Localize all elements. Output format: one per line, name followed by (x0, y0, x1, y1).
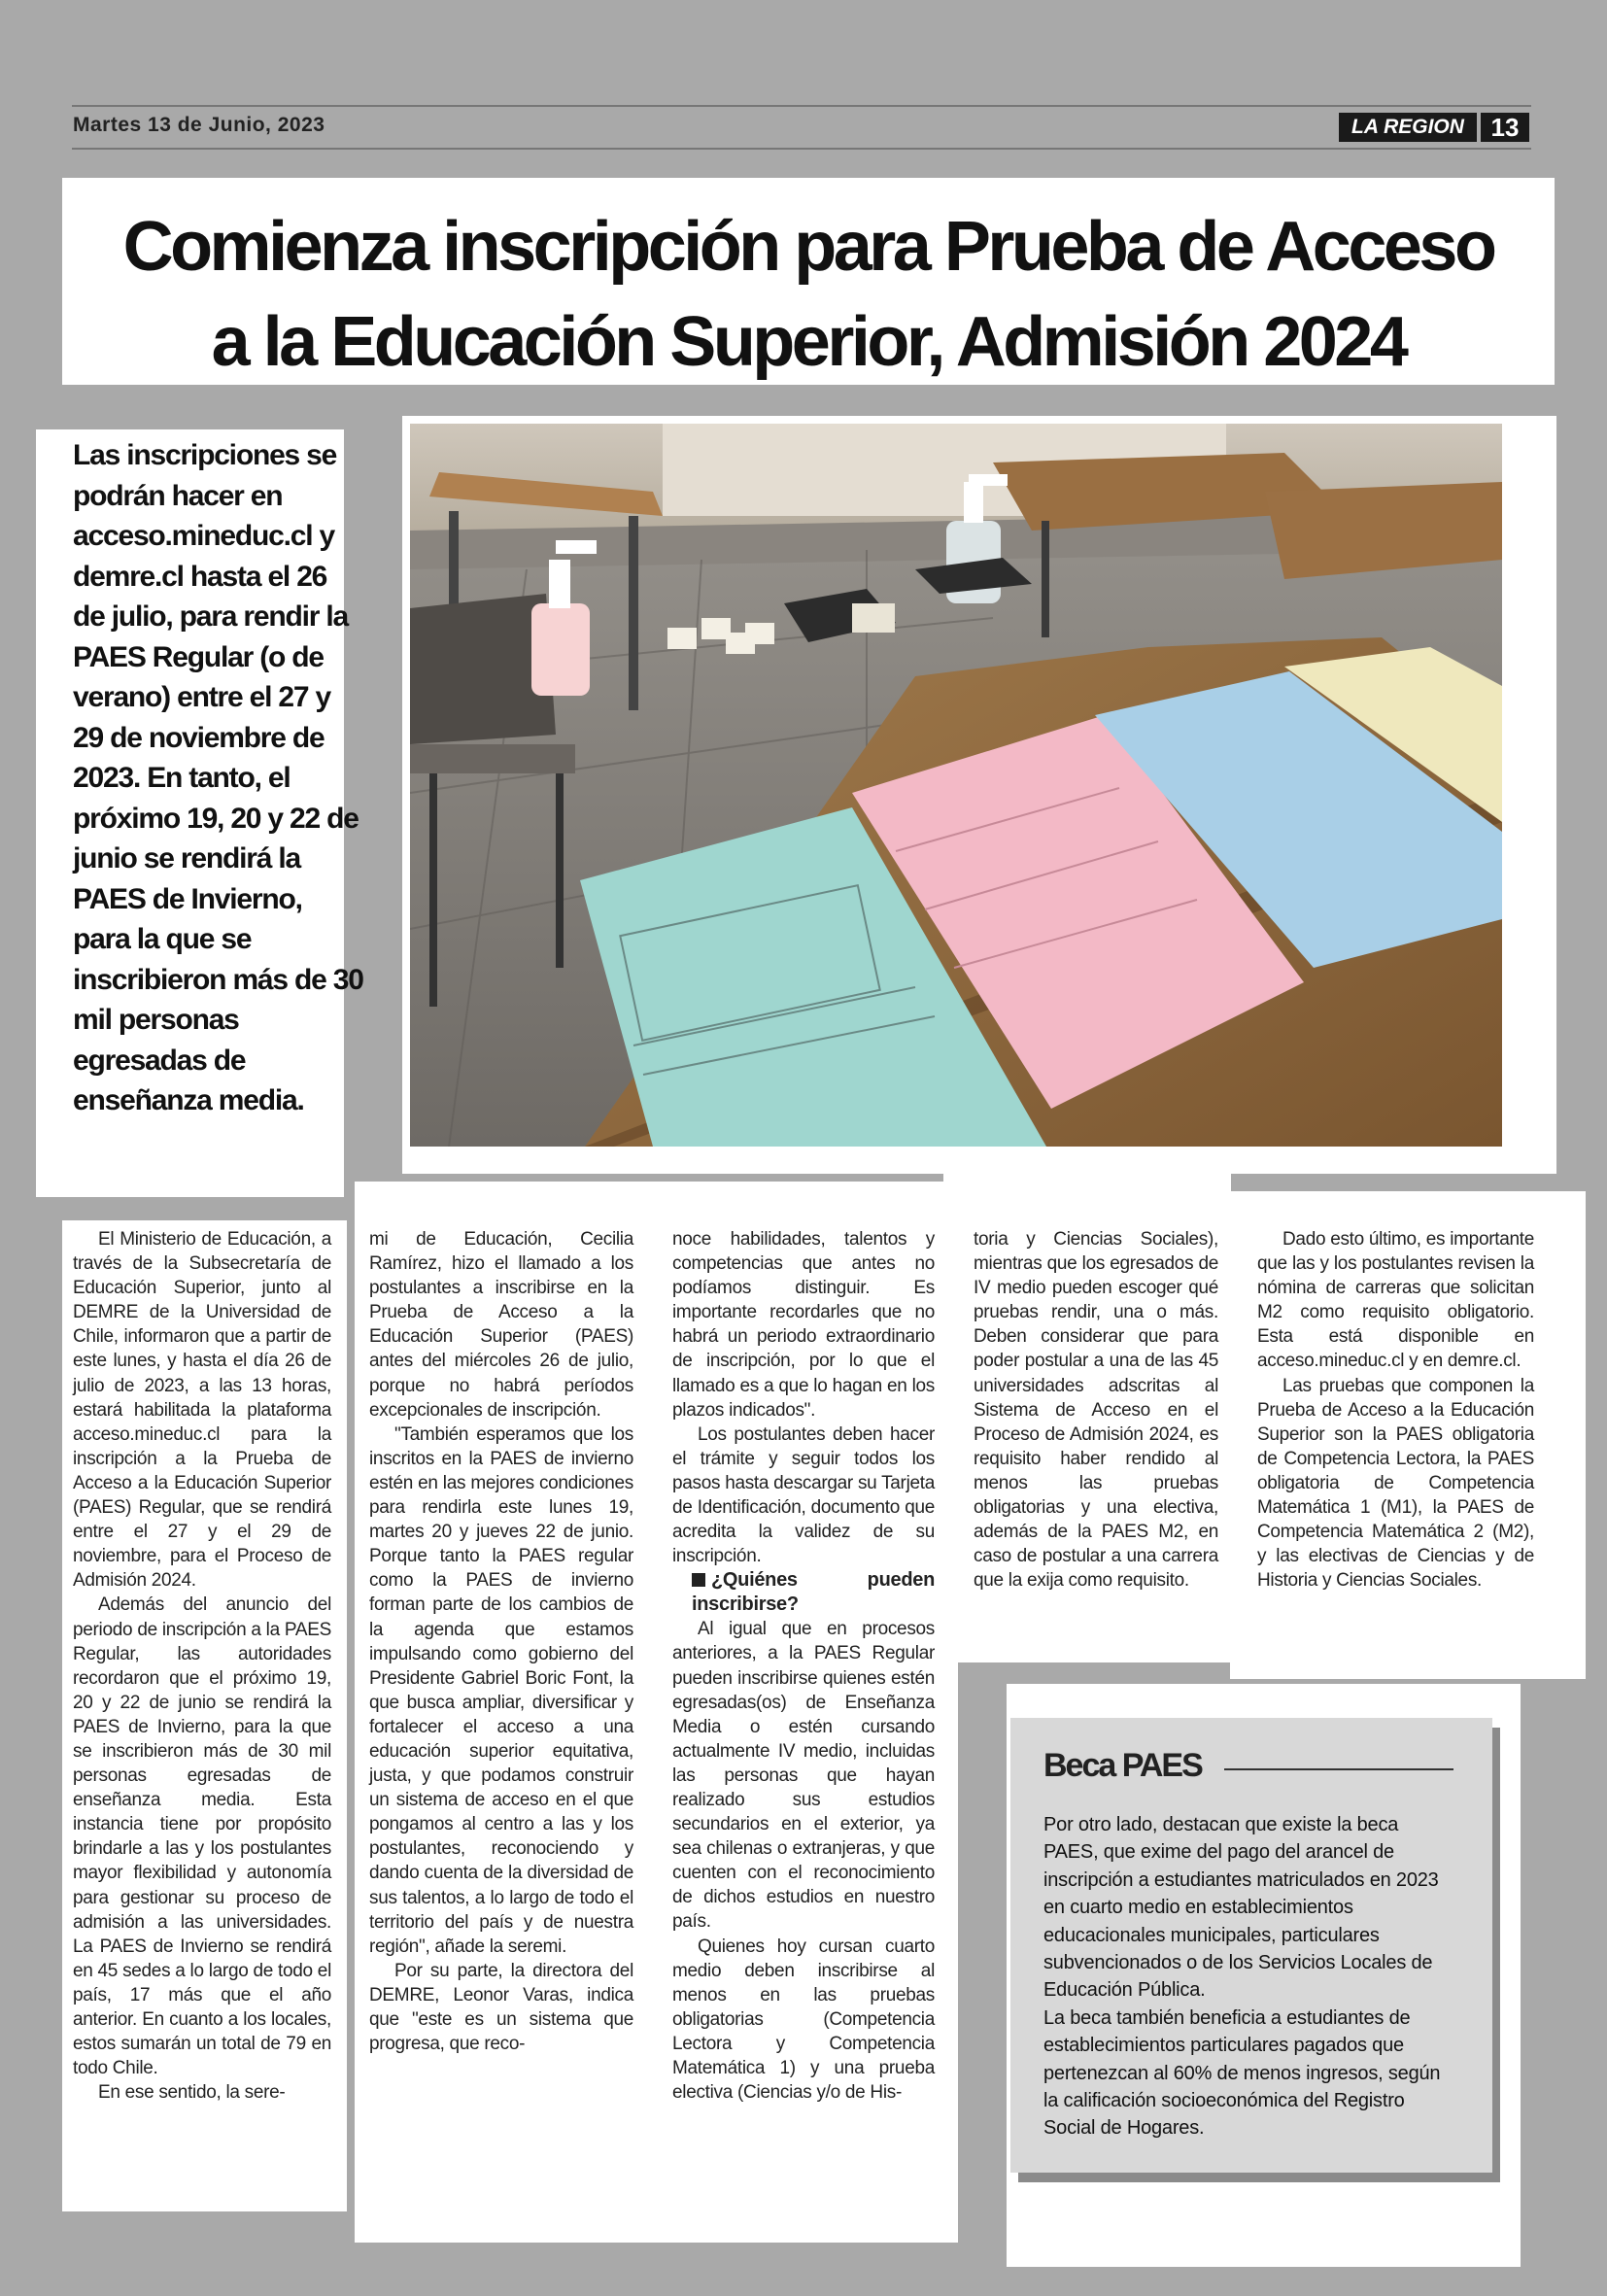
article-paragraph: Por su parte, la directora del DEMRE, Leonor Varas, indica que "este es un sistema que progresa, que reco- (369, 1960, 633, 2055)
article-paragraph: toria y Ciencias Sociales), mientras que los egresados de IV medio pueden escoger qué pruebas rendir, una o más. Deben considerar que para poder postular a una de las 45 universidades adscritas al Sistema de Acceso en el Proceso de Admisión 2024, es requisito haber rendido al menos las pruebas obligatorias y una electiva, además de la PAES M2, en caso de postular a una carrera que la exija como requisito. (974, 1229, 1218, 1592)
article-paragraph: Dado esto último, es importante que las y los postulantes revisen la nómina de carreras que solicitan M2 como requisito obligatorio. Esta está disponible en acceso.mineduc.cl y en demre.cl. (1257, 1229, 1534, 1372)
article-paragraph: Al igual que en procesos anteriores, a la PAES Regular pueden inscribirse quienes estén egresadas(os) de Enseñanza Media o estén cursando actualmente IV medio, incluidas las personas que hayan realizado sus estudios secundarios en el exterior, ya sea chilenas o extranjeras, y que cuenten con el reconocimiento de dichos estudios en nuestro país. (672, 1619, 935, 1933)
article-paragraph: En ese sentido, la sere- (98, 2082, 286, 2104)
article-paragraph: noce habilidades, talentos y competencias que antes no podíamos distinguir. Es importante recordarles que no habrá un periodo extraordinario de inscripción, por lo que el llamado es a que lo hagan en los plazos indicados". (672, 1229, 935, 1421)
beca-paragraph: Por otro lado, destacan que existe la beca PAES, que exime del pago del arancel de inscripción a estudiantes matriculados en 2023 en cuarto medio en establecimientos educacionales municipales, particulares subvencionados o de los Servicios Locales de Educación Pública. (1043, 1814, 1439, 2002)
photo-frame (402, 416, 1556, 1174)
article-column-1 (73, 1227, 331, 2105)
subheading (692, 1568, 935, 1617)
headline-line-2: a la Educación Superior, Admisión 2024 (211, 303, 1406, 381)
article-paragraph: Además del anuncio del periodo de inscripción a la PAES Regular, las autoridades recordaron que el próximo 19, 20 y 22 de junio se rendirá la PAES de Invierno, para la que se inscribieron más de 30 mil personas egresadas de enseñanza media. Esta instancia tiene por propósito brindarle a las y los postulantes mayor flexibilidad y autonomía para gestionar su proceso de admisión a las universidades. La PAES de Invierno se rendirá en 45 sedes a lo largo de todo el país, 17 más que el año anterior. En cuanto a los locales, estos sumarán un total de 79 en todo Chile. (73, 1594, 331, 2079)
article-paragraph: "También esperamos que los inscritos en la PAES de invierno estén en las mejores condiciones para rendirla este lunes 19, martes 20 y jueves 22 de junio. Porque tanto la PAES regular como la PAES de invierno forman parte de los cambios de la agenda que estamos impulsando como gobierno del Presidente Gabriel Boric Font, la que busca ampliar, diversificar y fortalecer el acceso a una educación superior equitativa, justa, y que podamos construir un sistema de acceso en el que pongamos al centro a las y los postulantes, reconociendo y dando cuenta de la diversidad de sus talentos, a lo largo de todo el territorio del país y de nuestra región", añade la seremi. (369, 1423, 633, 1957)
article-column-3 (672, 1227, 935, 2105)
subheading-text: ¿Quiénes pueden inscribirse? (692, 1569, 935, 1616)
article-paragraph: Quienes hoy cursan cuarto medio deben inscribirse al menos en las pruebas obligatorias (Competencia Lectora y Competencia Matemática 1) y una prueba electiva (Ciencias y/o de His- (672, 1936, 935, 2104)
beca-title-rule (1224, 1768, 1453, 1770)
beca-paragraph: La beca también beneficia a estudiantes de establecimientos particulares pagados que pertenezcan al 60% de menos ingresos, según la calificación socioeconómica del Registro Social de Hogares. (1043, 2006, 1441, 2140)
article-column-4 (974, 1227, 1218, 1593)
beca-title: Beca PAES (1043, 1747, 1202, 1784)
classroom-desk-photo (410, 424, 1502, 1147)
article-paragraph: El Ministerio de Educación, a través de la Subsecretaría de Educación Superior, junto al DEMRE de la Universidad de Chile, informaron que a partir de este lunes, y hasta el día 26 de julio de 2023, a las 13 horas, estará habilitada la plataforma acceso.mineduc.cl para la inscripción a la Prueba de Acceso a la Educación Superior (PAES) Regular, que se rendirá entre el 27 y el 29 de noviembre, para el Proceso de Admisión 2024. (73, 1229, 331, 1592)
header-rule-top (72, 105, 1531, 107)
lead-panel (36, 429, 363, 1197)
header-rule-bottom (72, 148, 1531, 150)
beca-text (1043, 1811, 1452, 2142)
article-paragraph: mi de Educación, Cecilia Ramírez, hizo el llamado a los postulantes a inscribirse en la Prueba de Acceso a la Educación Superior (PAES) antes del miércoles 26 de julio, porque no habrá períodos excepcionales de inscripción. (369, 1229, 633, 1421)
newspaper-logo: LA REGION (1339, 113, 1477, 142)
headline-line-1: Comienza inscripción para Prueba de Acceso (122, 208, 1494, 286)
article-paragraph: Los postulantes deben hacer el trámite y seguir todos los pasos hasta descargar su Tarjeta de Identificación, documento que acredita la validez de su inscripción. (672, 1423, 935, 1567)
beca-paes-box (1010, 1718, 1492, 2173)
article-paragraph: Las pruebas que componen la Prueba de Acceso a la Educación Superior son la PAES obligatoria de Competencia Lectora, la PAES obligatoria de Competencia Matemática 1 (M1), la PAES de Competencia Matemática 2 (M2), y las electivas de Ciencias y de Historia y Ciencias Sociales. (1257, 1375, 1534, 1592)
article-column-5 (1257, 1227, 1534, 1593)
bullet-square-icon (692, 1573, 705, 1587)
lead-text: Las inscripciones se podrán hacer en acceso.mineduc.cl y demre.cl hasta el 26 de julio, para rendir la PAES Regular (o de verano) entre el 27 y 29 de noviembre de 2023. En tanto, el próximo 19, 20 y 22 de junio se rendirá la PAES de Invierno, para la que se inscribieron más de 30 mil personas egresadas de enseñanza media. (73, 439, 363, 1116)
issue-date: Martes 13 de Junio, 2023 (73, 114, 325, 136)
headline (62, 199, 1555, 390)
page-number: 13 (1481, 113, 1529, 142)
article-column-2 (369, 1227, 633, 2056)
headline-panel (62, 178, 1555, 385)
